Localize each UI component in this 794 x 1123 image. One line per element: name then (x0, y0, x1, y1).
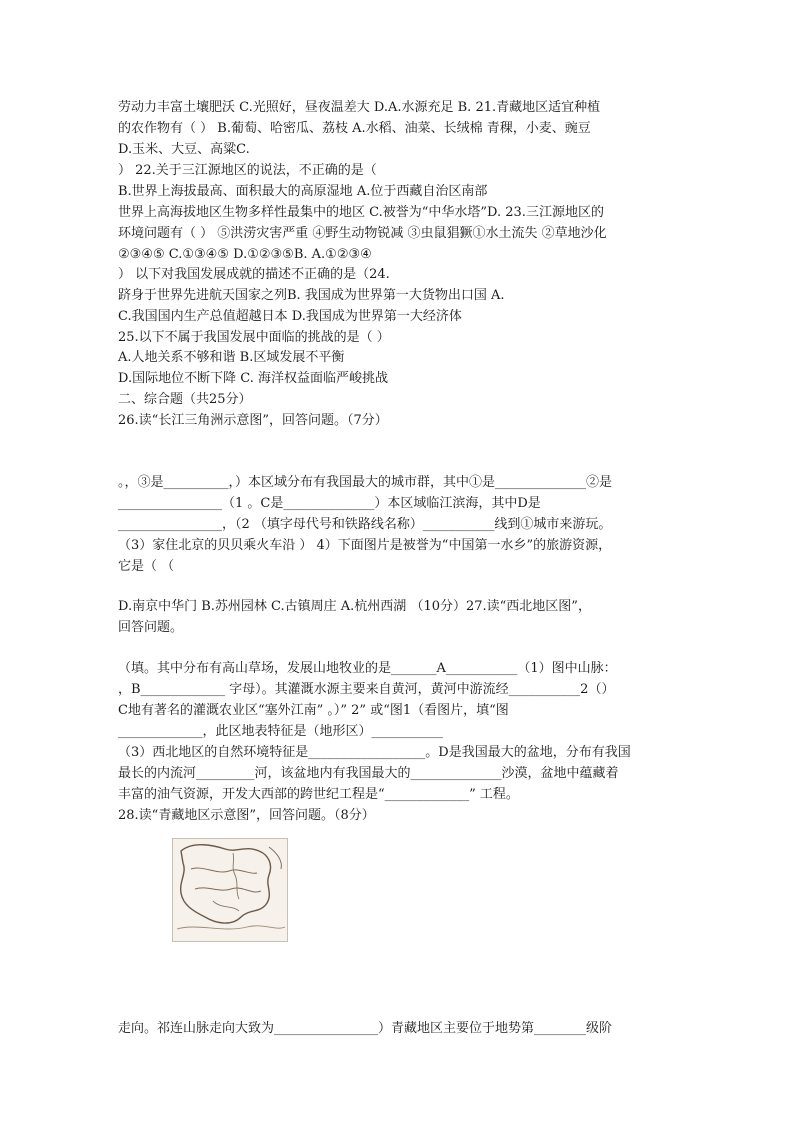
text-line-22: D.南京中华门 B.苏州园林 C.古镇周庄 A.杭州西湖 （10分）27.读“西北地区图”， (118, 599, 591, 614)
section-heading: 二、综合题（共25分） (118, 392, 252, 407)
text-line-21: 它是（ （ (118, 559, 175, 574)
text-line-1: 劳动力丰富土壤肥沃 C.光照好，昼夜温差大 D.A.水源充足 B. 21.青藏地区适宜种植 (118, 100, 601, 115)
text-line-28: （3）西北地区的自然环境特征是__________________。D是我国最大的盆地，分布有我国 (118, 745, 631, 760)
text-line-4: ） 22.关于三江源地区的说法，不正确的是（ (118, 163, 377, 178)
qinghai-tibet-map-image (172, 838, 288, 942)
text-line-23: 回答问题。 (118, 620, 184, 635)
text-line-6: 世界上高海拔地区生物多样性最集中的地区 C.被誉为“中华水塔”D. 23.三江源地区的 (118, 205, 604, 220)
question-25: 25.以下不属于我国发展中面临的挑战的是（ ） (118, 330, 390, 345)
text-line-30: 丰富的油气资源，开发大西部的跨世纪工程是“_____________” 工程。 (118, 787, 519, 802)
text-line-26: C地有著名的灌溉农业区“塞外江南” 。）” 2” 或“图1（看图片，填“图 (118, 703, 509, 718)
text-line-11: C.我国国内生产总值超越日本 D.我国成为世界第一大经济体 (118, 309, 462, 324)
text-line-17: 。，③是__________，）本区域分布有我国最大的城市群，其中①是______________②是 (118, 475, 613, 490)
text-line-24: （填。其中分布有高山草场，发展山地牧业的是_______A___________（1）图中山脉： (118, 661, 617, 676)
text-line-9: ） 以下对我国发展成就的描述不正确的是（24. (118, 267, 390, 282)
question-28: 28.读“青藏地区示意图”，回答问题。（8分） (118, 808, 375, 823)
text-line-14: D.国际地位不断下降 C. 海洋权益面临严峻挑战 (118, 371, 388, 386)
text-line-19: ________________，（2 （填字母代号和铁路线名称）___________线到①城市来游玩。 (118, 517, 612, 532)
text-line-29: 最长的内流河_________河，该盆地内有我国最大的______________沙漠，盆地中蕴藏着 (118, 766, 619, 781)
text-line-27: _____________，此区地表特征是（地形区）___________ (118, 724, 444, 739)
text-line-5: B.世界上海拔最高、面积最大的高原湿地 A.位于西藏自治区南部 (118, 184, 488, 199)
text-line-8: ②③④⑤ C.①③④⑤ D.①②③⑤B. A.①②③④ (118, 247, 372, 262)
text-line-13: A.人地关系不够和谐 B.区域发展不平衡 (118, 350, 345, 365)
text-line-18: ________________（1 。C是______________）本区域临江滨海，其中D是 (118, 496, 541, 511)
text-line-10: 跻身于世界先进航天国家之列B. 我国成为世界第一大货物出口国 A. (118, 288, 505, 303)
text-line-25: ，B_____________ 字母）。其灌溉水源主要来自黄河，黄河中游流经___________2（） (118, 682, 615, 697)
text-line-20: （3）家住北京的贝贝乘火车沿 ） 4）下面图片是被誉为“中国第一水乡”的旅游资源， (118, 538, 612, 553)
text-line-3: D.玉米、大豆、高粱C. (118, 142, 250, 157)
question-26: 26.读“长江三角洲示意图”，回答问题。（7分） (118, 413, 388, 428)
text-line-7: 环境问题有（ ） ⑤洪涝灾害严重 ④野生动物锐减 ③虫鼠猖獗①水土流失 ②草地沙化 (118, 226, 607, 241)
text-line-32: 走向。祁连山脉走向大致为________________）青藏地区主要位于地势第________级阶 (118, 1021, 613, 1036)
text-line-2: 的农作物有（ ） B.葡萄、哈密瓜、荔枝 A.水稻、油菜、长绒棉 青稞，小麦、豌豆 (118, 121, 591, 136)
